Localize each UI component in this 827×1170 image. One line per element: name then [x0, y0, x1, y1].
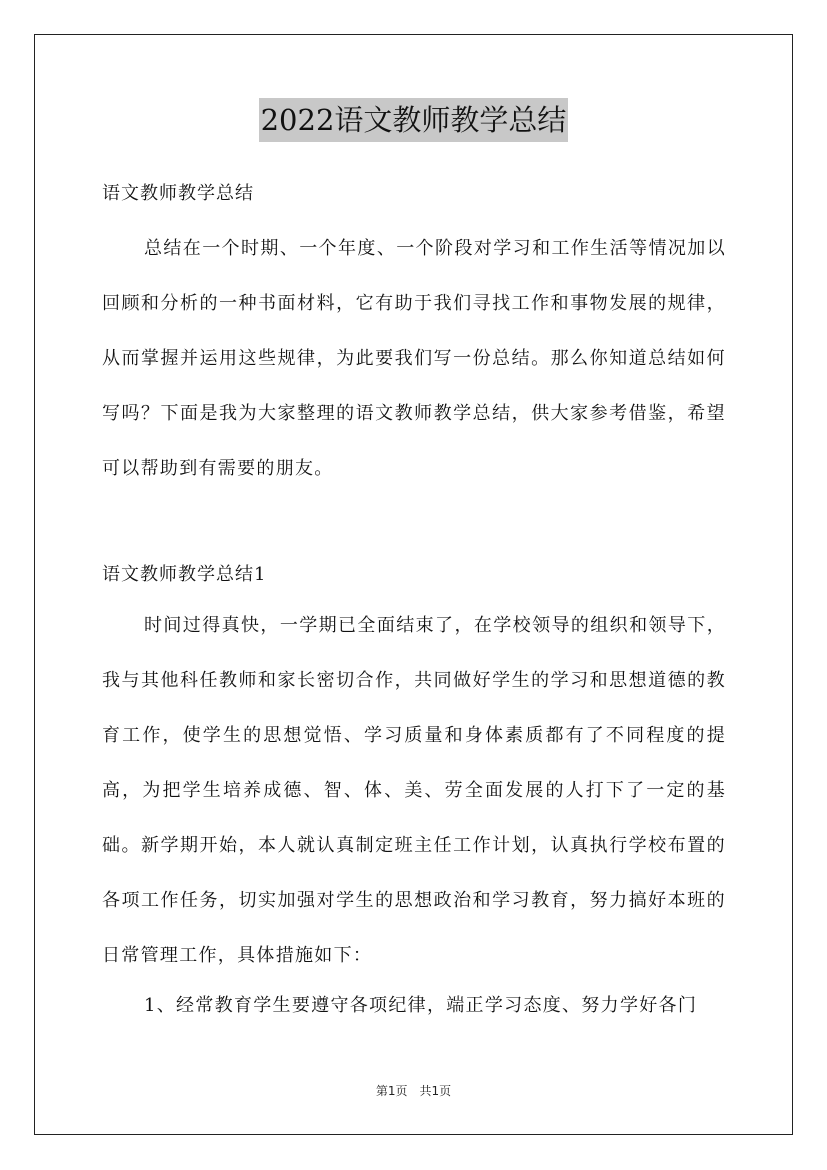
section1-heading: 语文教师教学总结1 [102, 564, 267, 585]
section1-paragraph-2: 1、经常教育学生要遵守各项纪律，端正学习态度、努力学好各门 [144, 995, 698, 1016]
intro-paragraph: 总结在一个时期、一个年度、一个阶段对学习和工作生活等情况加以回顾和分析的一种书面材料，它有助于我们寻找工作和事物发展的规律，从而掌握并运用这些规律，为此要我们写一份总结。那么你知道总结如何写吗？下面是我为大家整理的语文教师教学总结，供大家参考借鉴，希望可以帮助到有需要的朋友。 [102, 238, 726, 479]
section1-paragraph-1: 时间过得真快，一学期已全面结束了，在学校领导的组织和领导下，我与其他科任教师和家长密切合作，共同做好学生的学习和思想道德的教育工作，使学生的思想觉悟、学习质量和身体素质都有了不同程度的提高，为把学生培养成德、智、体、美、劳全面发展的人打下了一定的基础。新学期开始，本人就认真制定班主任工作计划，认真执行学校布置的各项工作任务，切实加强对学生的思想政治和学习教育，努力搞好本班的日常管理工作，具体措施如下： [102, 615, 726, 966]
intro-heading: 语文教师教学总结 [102, 183, 254, 204]
document-title: 2022语文教师教学总结 [259, 98, 569, 142]
page-number: 第1页 共1页 [375, 1084, 452, 1098]
title-container [0, 98, 827, 142]
